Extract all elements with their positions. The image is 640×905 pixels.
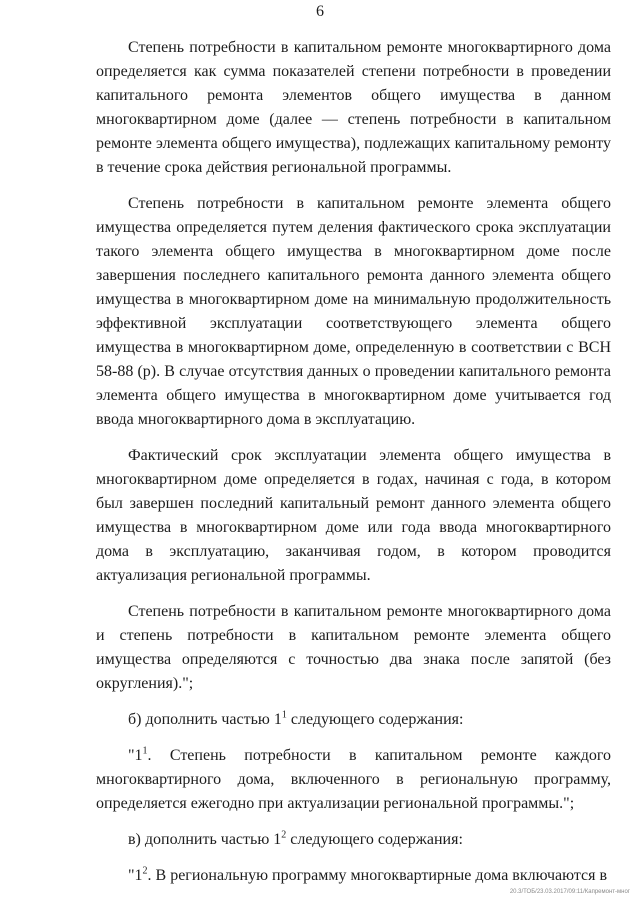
item-b-text: б) дополнить частью 1 [128,711,282,728]
paragraph: Степень потребности в капитальном ремонте многоквартирного дома определяется как сумма показателей степени потребности в проведении капитального ремонта элементов общего имущества в данном многоквартирном доме (далее — степень потребности в капитальном ремонте элемента общего имущества), подлежащих капитальному ремонту в течение срока действия региональной программы. [96,39,611,176]
quote-2-text: . В региональную программу многоквартирные дома включаются в [147,867,608,884]
document-footer: 20.3/ТОБ/23.03.2017/09:11/Капремонт-мног [509,889,630,895]
item-v-text-end: следующего содержания: [286,831,463,848]
item-b-superscript: 1 [281,709,287,721]
quote-1-text: . Степень потребности в капитальном ремонте каждого многоквартирного дома, включенного в региональную программу, определяется ежегодно при актуализации региональной программы."; [96,747,611,812]
amendment-item-v [96,828,611,852]
quote-1-start: "1 [128,747,143,764]
document-body [96,36,611,888]
quoted-part-1-2 [96,864,611,888]
item-v-text: в) дополнить частью 1 [128,831,282,848]
paragraph: Степень потребности в капитальном ремонте многоквартирного дома и степень потребности в капитальном ремонте элемента общего имущества определяются с точностью два знака после запятой (без округления)."; [96,603,611,692]
paragraph: Фактический срок эксплуатации элемента общего имущества в многоквартирном доме определяется в годах, начиная с года, в котором был завершен последний капитальный ремонт данного элемента общего имущества в многоквартирном доме или года ввода многоквартирного дома в эксплуатацию, заканчивая годом, в котором проводится актуализация региональной программы. [96,447,611,584]
quote-2-superscript: 2 [142,865,148,877]
quoted-part-1-1 [96,744,611,816]
page-number: 6 [316,3,324,20]
item-b-text-end: следующего содержания: [286,711,464,728]
paragraph: Степень потребности в капитальном ремонте элемента общего имущества определяется путем деления фактического срока эксплуатации такого элемента общего имущества в многоквартирном доме после завершения последнего капитального ремонта данного элемента общего имущества в многоквартирном доме на минимальную продолжительность эффективной эксплуатации соответствующего элемента общего имущества в многоквартирном доме, определенную в соответствии с ВСН 58-88 (р). В случае отсутствия данных о проведении капитального ремонта элемента общего имущества в многоквартирном доме учитывается год ввода многоквартирного дома в эксплуатацию. [96,195,611,428]
amendment-item-b [96,708,611,732]
quote-1-superscript: 1 [142,745,148,757]
quote-2-start: "1 [128,867,143,884]
item-v-superscript: 2 [281,829,287,841]
